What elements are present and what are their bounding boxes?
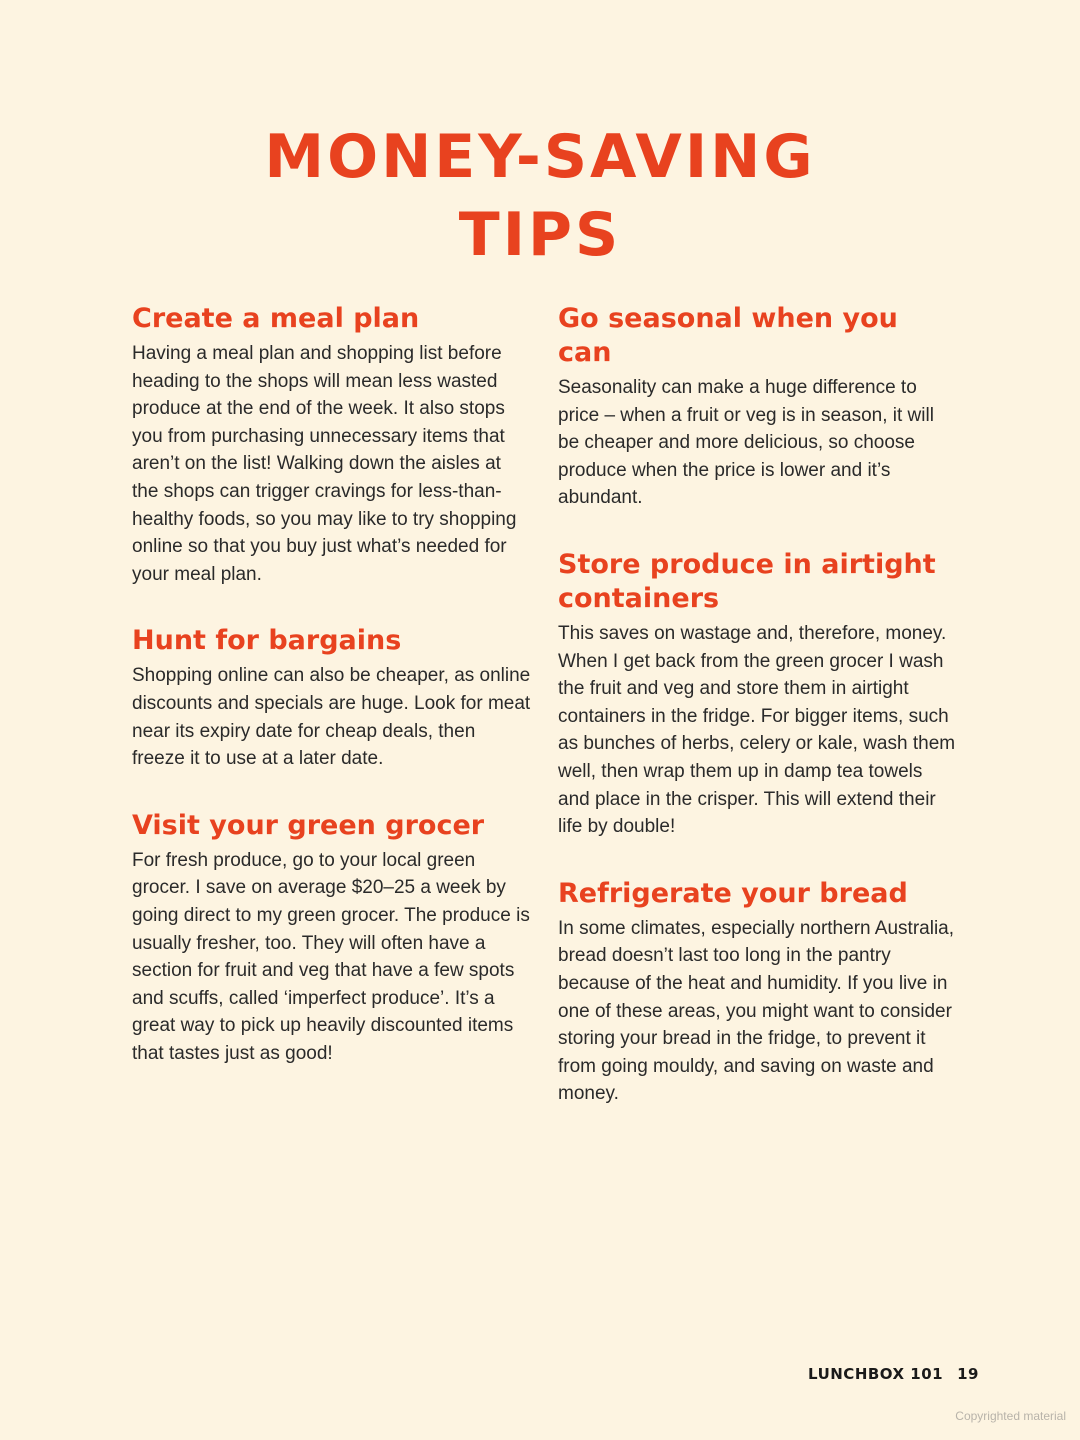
book-title: LUNCHBOX 101 [808,1365,944,1383]
tip-heading: Hunt for bargains [132,625,402,657]
tip-body: Having a meal plan and shopping list before heading to the shops will mean less wasted produce at the end of the week. It also stops you from purchasing unnecessary items that aren’t on the list! Walking down the aisles at the shops can trigger cravings for less-than-healthy foods, so you may like to try shopping online so that you buy just what’s needed for your meal plan. [132,343,517,585]
tip-body: This saves on wastage and, therefore, money. When I get back from the green grocer I wash the fruit and veg and store them in airtight containers in the fridge. For bigger items, such as bunches of herbs, celery or kale, wash them well, then wrap them up in damp tea towels and place in the crisper. This will extend their life by double! [558,622,956,838]
tip-body: In some climates, especially northern Australia, bread doesn’t last too long in the pantry because of the heat and humidity. If you live in one of these areas, you might want to consider storing your bread in the fridge, to prevent it from going mouldy, and saving on waste and money. [558,917,955,1105]
page-footer [808,1365,979,1383]
tip-bread [558,877,958,1108]
page-title-line-1: MONEY-SAVING [264,122,816,192]
tip-body: Seasonality can make a huge difference to price – when a fruit or veg is in season, it will be cheaper and more delicious, so choose produce when the price is lower and it’s abundant. [558,377,934,509]
tip-heading: Store produce in airtight containers [558,548,936,614]
right-column [558,302,958,1144]
tip-seasonal [558,302,958,512]
tip-heading: Go seasonal when you can [558,303,898,368]
tip-heading: Visit your green grocer [132,809,485,841]
tip-bargains [132,624,532,772]
tip-heading: Refrigerate your bread [558,877,908,909]
page-title [0,118,1080,274]
tip-meal-plan [132,302,532,588]
tip-heading: Create a meal plan [132,303,420,334]
tip-airtight [558,548,958,841]
page-number: 19 [957,1365,979,1383]
left-column [132,302,532,1103]
tip-body: For fresh produce, go to your local green grocer. I save on average $20–25 a week by going direct to my green grocer. The produce is usually fresher, too. They will often have a section for fruit and veg that have a few spots and scuffs, called ‘imperfect produce’. It’s a great way to pick up heavily discounted items that tastes just as good! [132,849,530,1064]
page-title-line-2: TIPS [458,200,622,270]
tip-body: Shopping online can also be cheaper, as online discounts and specials are huge. Look for meat near its expiry date for cheap deals, then freeze it to use at a later date. [132,665,531,770]
tip-green-grocer [132,809,532,1068]
copyright-notice: Copyrighted material [955,1409,1066,1423]
